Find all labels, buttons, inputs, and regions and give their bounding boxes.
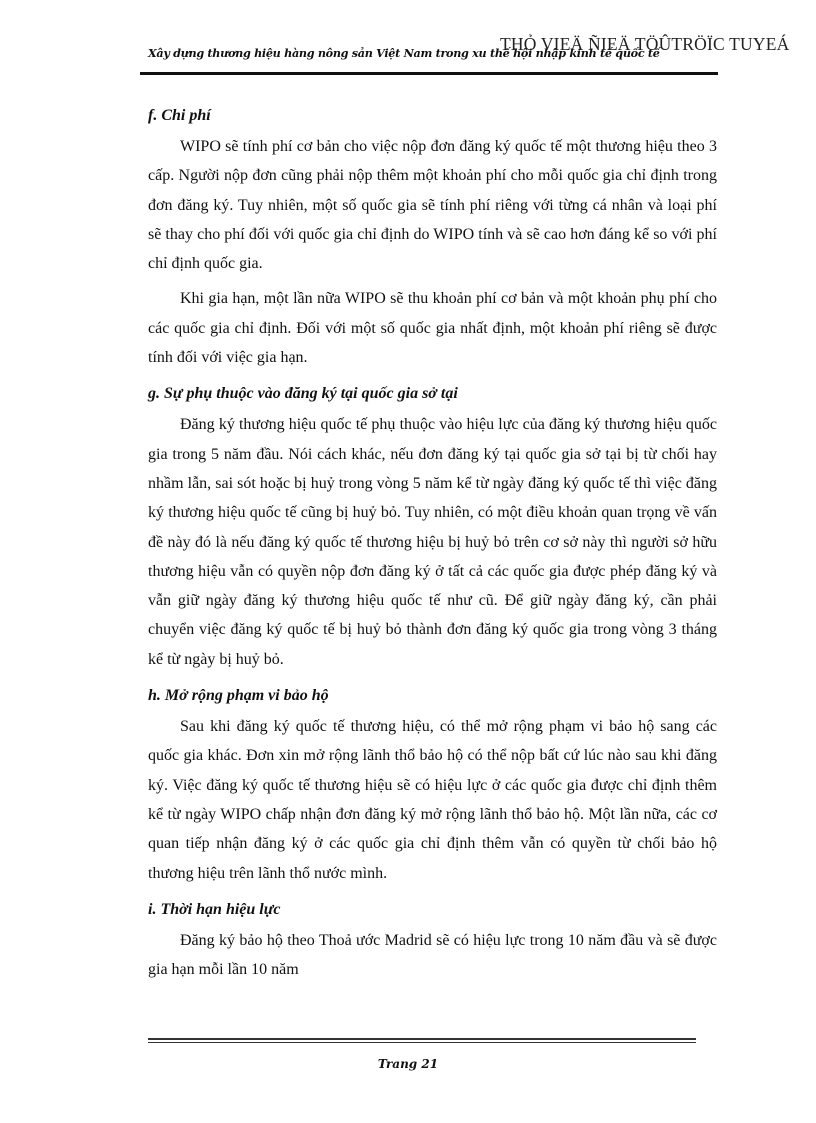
footer-rule bbox=[148, 1038, 696, 1040]
paragraph: Đăng ký bảo hộ theo Thoả ước Madrid sẽ có hiệu lực trong 10 năm đầu và sẽ được gia hạn mỗi lần 10 năm bbox=[148, 931, 717, 979]
section-heading: i. Thời hạn hiệu lực bbox=[148, 900, 281, 918]
paragraph: WIPO sẽ tính phí cơ bản cho việc nộp đơn đăng ký quốc tế một thương hiệu theo 3 cấp. Người nộp đơn cũng phải nộp thêm một khoản phí cho mỗi quốc gia chỉ định trong đơn đăng ký. Tuy nhiên, một số quốc gia sẽ tính phí riêng với từng cá nhân và loại phí sẽ thay cho phí đối với quốc gia chỉ định do WIPO tính và sẽ cao hơn đáng kể so với phí chỉ định quốc gia. bbox=[148, 138, 717, 273]
header-rule bbox=[140, 72, 718, 75]
paragraph: Đăng ký thương hiệu quốc tế phụ thuộc vào hiệu lực của đăng ký thương hiệu quốc gia trong 5 năm đầu. Nói cách khác, nếu đơn đăng ký tại quốc gia sở tại bị từ chối hay nhầm lẫn, sai sót hoặc bị huỷ trong vòng 5 năm kể từ ngày đăng ký quốc tế thì việc đăng ký thương hiệu quốc tế cũng bị huỷ bỏ. Tuy nhiên, có một điều khoản quan trọng về vấn đề này đó là nếu đăng ký quốc tế thương hiệu bị huỷ bỏ trên cơ sở này thì người sở hữu thương hiệu vẫn có quyền nộp đơn đăng ký ở tất cả các quốc gia được phép đăng ký và vẫn giữ ngày đăng ký thương hiệu quốc tế như cũ. Để giữ ngày đăng ký, cần phải chuyển việc đăng ký quốc tế bị huỷ bỏ thành đơn đăng ký quốc gia trong vòng 3 tháng kể từ ngày bị huỷ bỏ. bbox=[148, 416, 717, 668]
library-watermark: THỎ VIEÄ ÑIEÄ TÖÛTRÖÏC TUYEÁ bbox=[500, 34, 790, 54]
paragraph: Khi gia hạn, một lần nữa WIPO sẽ thu khoản phí cơ bản và một khoản phụ phí cho các quốc gia chỉ định. Đối với một số quốc gia nhất định, một khoản phí riêng sẽ được tính đối với việc gia hạn. bbox=[148, 290, 717, 367]
section-g-dependence bbox=[148, 378, 717, 674]
page-number: Trang 21 bbox=[377, 1057, 439, 1071]
section-heading: g. Sự phụ thuộc vào đăng ký tại quốc gia sở tại bbox=[148, 385, 458, 403]
paragraph: Sau khi đăng ký quốc tế thương hiệu, có thể mở rộng phạm vi bảo hộ sang các quốc gia khác. Đơn xin mở rộng lãnh thổ bảo hộ có thể nộp bất cứ lúc nào sau khi đăng ký. Việc đăng ký quốc tế thương hiệu sẽ có hiệu lực ở các quốc gia được chỉ định thêm kể từ ngày WIPO chấp nhận đơn đăng ký mở rộng lãnh thổ bảo hộ. Một lần nữa, các cơ quan tiếp nhận đăng ký ở các quốc gia chỉ định thêm vẫn có quyền từ chối bảo hộ thương hiệu trên lãnh thổ nước mình. bbox=[148, 718, 717, 882]
page-body bbox=[148, 100, 717, 990]
section-h-extension bbox=[148, 680, 717, 888]
section-f-cost bbox=[148, 100, 717, 372]
section-i-validity bbox=[148, 894, 717, 985]
section-heading: f. Chi phí bbox=[148, 107, 211, 124]
section-heading: h. Mở rộng phạm vi bảo hộ bbox=[148, 687, 329, 705]
running-header-title: Xây dựng thương hiệu hàng nông sản Việt Nam trong xu thế hội nhập kinh tế quốc tế bbox=[148, 46, 660, 60]
footer-rule-thin bbox=[148, 1042, 696, 1043]
